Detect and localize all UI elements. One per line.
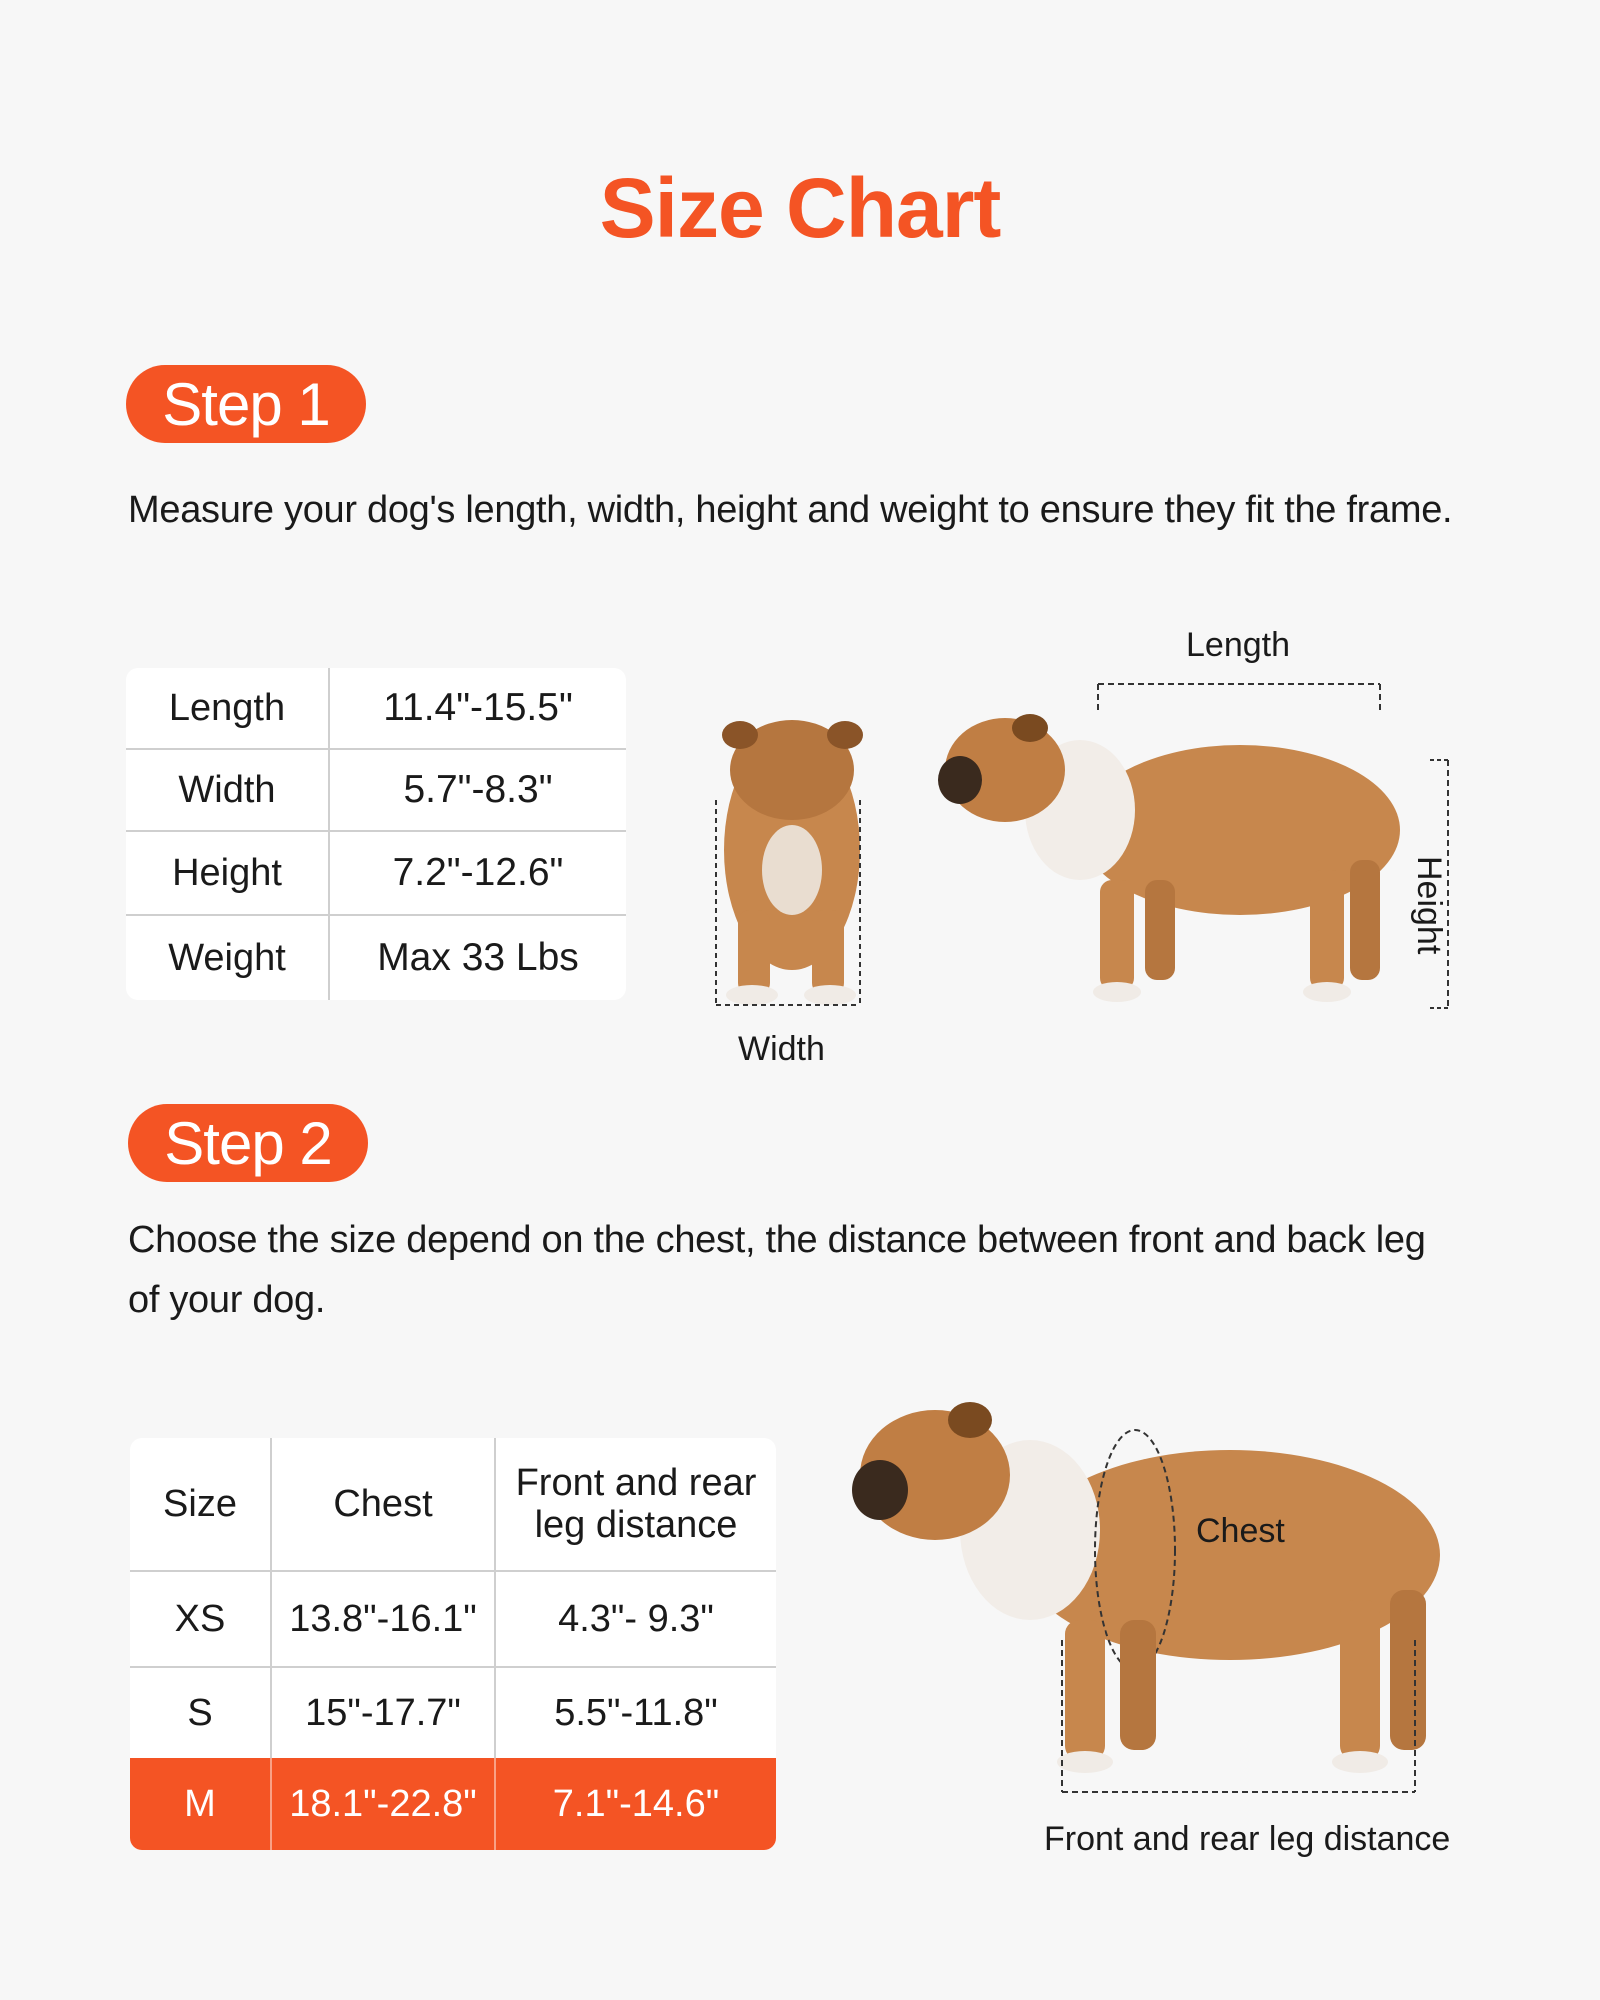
table-row	[126, 832, 626, 914]
row-value: 7.2"-12.6"	[392, 851, 564, 894]
step2-badge: Step 2	[128, 1104, 368, 1182]
row-value: Max 33 Lbs	[377, 936, 579, 979]
size-table	[130, 1438, 776, 1850]
table-row	[126, 750, 626, 830]
leg-distance-cell: 5.5"-11.8"	[554, 1692, 718, 1734]
row-label: Length	[126, 668, 330, 748]
table-header-row	[130, 1438, 776, 1570]
dog-chest-measure-illustration	[840, 1370, 1480, 1810]
row-label: Width	[126, 750, 330, 830]
step2-description: Choose the size depend on the chest, the distance between front and back leg of your dog.	[128, 1219, 1426, 1321]
table-row	[130, 1668, 776, 1758]
step1-badge: Step 1	[126, 365, 366, 443]
chest-cell: 18.1"-22.8"	[272, 1758, 496, 1850]
table-row-highlighted	[130, 1758, 776, 1850]
table-row	[126, 916, 626, 1000]
row-value: 11.4"-15.5"	[383, 686, 573, 729]
leg-distance-header: Front and rear leg distance	[515, 1462, 757, 1546]
dog-side-view-illustration	[930, 670, 1450, 1020]
leg-distance-label: Front and rear leg distance	[1044, 1820, 1451, 1858]
row-label: Weight	[126, 916, 330, 1000]
chest-header: Chest	[272, 1438, 496, 1570]
size-cell: M	[130, 1758, 272, 1850]
leg-distance-cell: 7.1"-14.6"	[552, 1783, 720, 1825]
width-label: Width	[738, 1030, 825, 1068]
dog-rear-view-illustration	[700, 700, 880, 1020]
chest-cell: 15"-17.7"	[272, 1668, 496, 1758]
leg-distance-cell: 4.3"- 9.3"	[558, 1598, 714, 1640]
height-label: Height	[1410, 856, 1448, 955]
measurement-table	[126, 668, 626, 1000]
chest-cell: 13.8"-16.1"	[272, 1572, 496, 1666]
row-value: 5.7"-8.3"	[403, 768, 553, 811]
step1-description: Measure your dog's length, width, height and weight to ensure they fit the frame.	[128, 489, 1453, 531]
length-label: Length	[1186, 626, 1290, 664]
chest-label: Chest	[1196, 1512, 1285, 1550]
table-row	[126, 668, 626, 748]
row-label: Height	[126, 832, 330, 914]
table-row	[130, 1572, 776, 1666]
size-cell: XS	[130, 1572, 272, 1666]
size-cell: S	[130, 1668, 272, 1758]
size-header: Size	[130, 1438, 272, 1570]
page-title: Size Chart	[599, 161, 1001, 255]
